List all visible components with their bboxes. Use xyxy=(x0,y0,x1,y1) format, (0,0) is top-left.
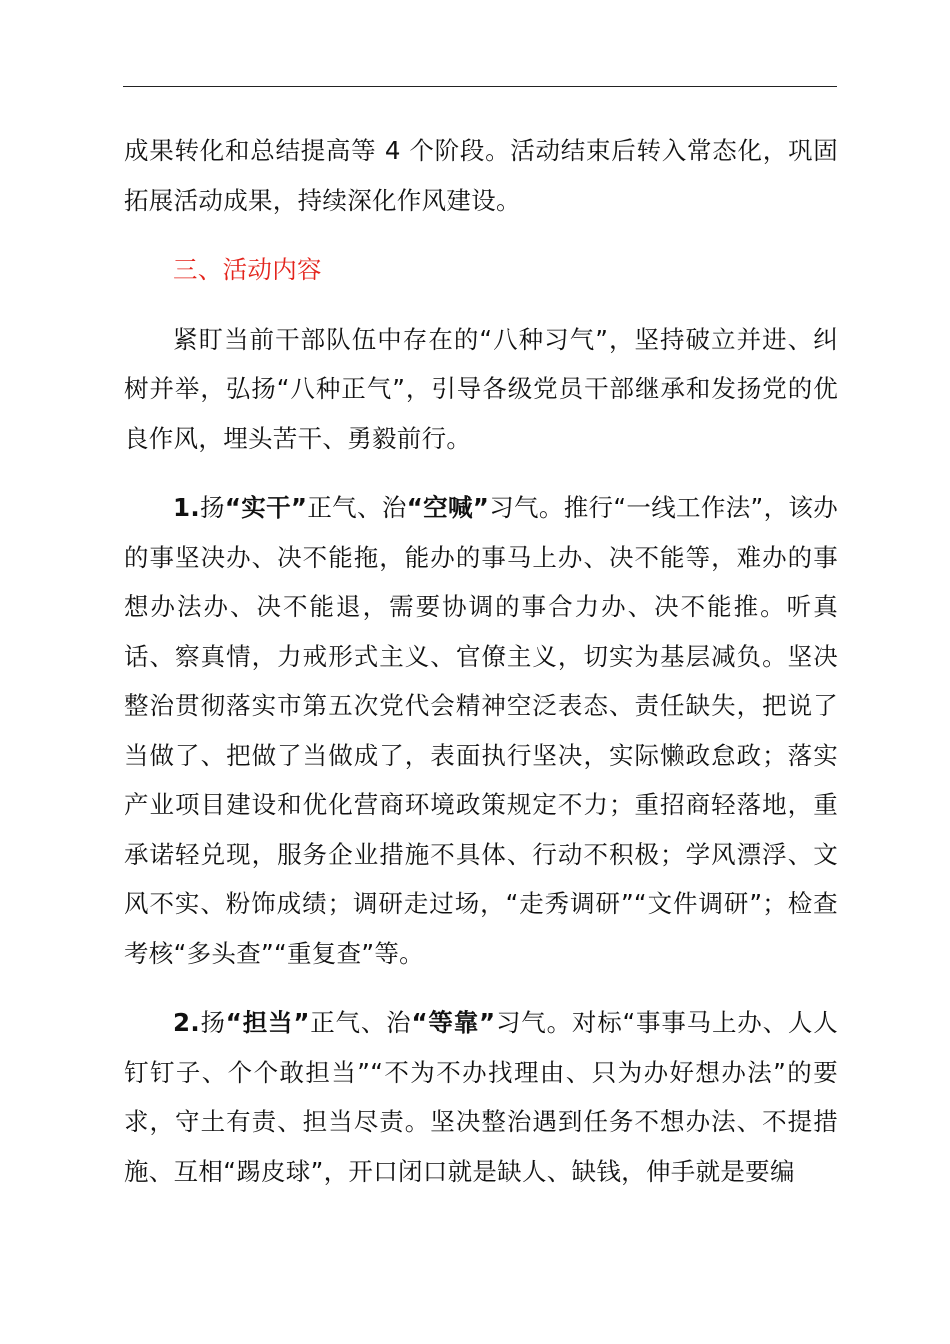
item-1-keyword-positive: “实干” xyxy=(224,493,308,522)
item-1-keyword-negative: “空喊” xyxy=(406,493,490,522)
document-body xyxy=(124,126,838,1196)
item-2-keyword-negative: “等靠” xyxy=(411,1008,496,1037)
item-1-tail: 习气。 xyxy=(489,493,564,522)
item-2-mid: 正气、治 xyxy=(309,1008,412,1037)
list-item-1 xyxy=(124,483,838,978)
item-2-verb: 扬 xyxy=(199,1008,226,1037)
list-item-2 xyxy=(124,998,838,1196)
item-2-body: 对标“事事马上办、人人钉钉子、个个敢担当”“不为不办找理由、只为办好想办法”的要求，守土有责、担当尽责。坚决整治遇到任务不想办法、不提措施、互相“踢皮球”，开口闭口就是缺人、缺钱，伸手就是要编 xyxy=(124,1008,838,1186)
item-1-number: 1. xyxy=(173,493,200,522)
paragraph-intro: 紧盯当前干部队伍中存在的“八种习气”，坚持破立并进、纠树并举，弘扬“八种正气”，引导各级党员干部继承和发扬党的优良作风，埋头苦干、勇毅前行。 xyxy=(124,324,838,453)
item-2-tail: 习气。 xyxy=(495,1008,572,1037)
header-divider xyxy=(123,86,837,87)
paragraph-continued: 成果转化和总结提高等 4 个阶段。活动结束后转入常态化，巩固拓展活动成果，持续深化作风建设。 xyxy=(124,136,838,215)
item-2-keyword-positive: “担当” xyxy=(225,1008,310,1037)
item-2-number: 2. xyxy=(173,1008,200,1037)
item-1-body: 推行“一线工作法”，该办的事坚决办、决不能拖，能办的事马上办、决不能等，难办的事想办法办、决不能退，需要协调的事合力办、决不能推。听真话、察真情，力戒形式主义、官僚主义，切实为基层减负。坚决整治贯彻落实市第五次党代会精神空泛表态、责任缺失，把说了当做了、把做了当做成了，表面执行坚决，实际懒政怠政；落实产业项目建设和优化营商环境政策规定不力；重招商轻落地，重承诺轻兑现，服务企业措施不具体、行动不积极；学风漂浮、文风不实、粉饰成绩；调研走过场，“走秀调研”“文件调研”；检查考核“多头查”“重复查”等。 xyxy=(124,493,839,968)
section-heading: 三、活动内容 xyxy=(173,255,322,284)
item-1-mid: 正气、治 xyxy=(307,493,407,522)
item-1-verb: 扬 xyxy=(199,493,225,522)
